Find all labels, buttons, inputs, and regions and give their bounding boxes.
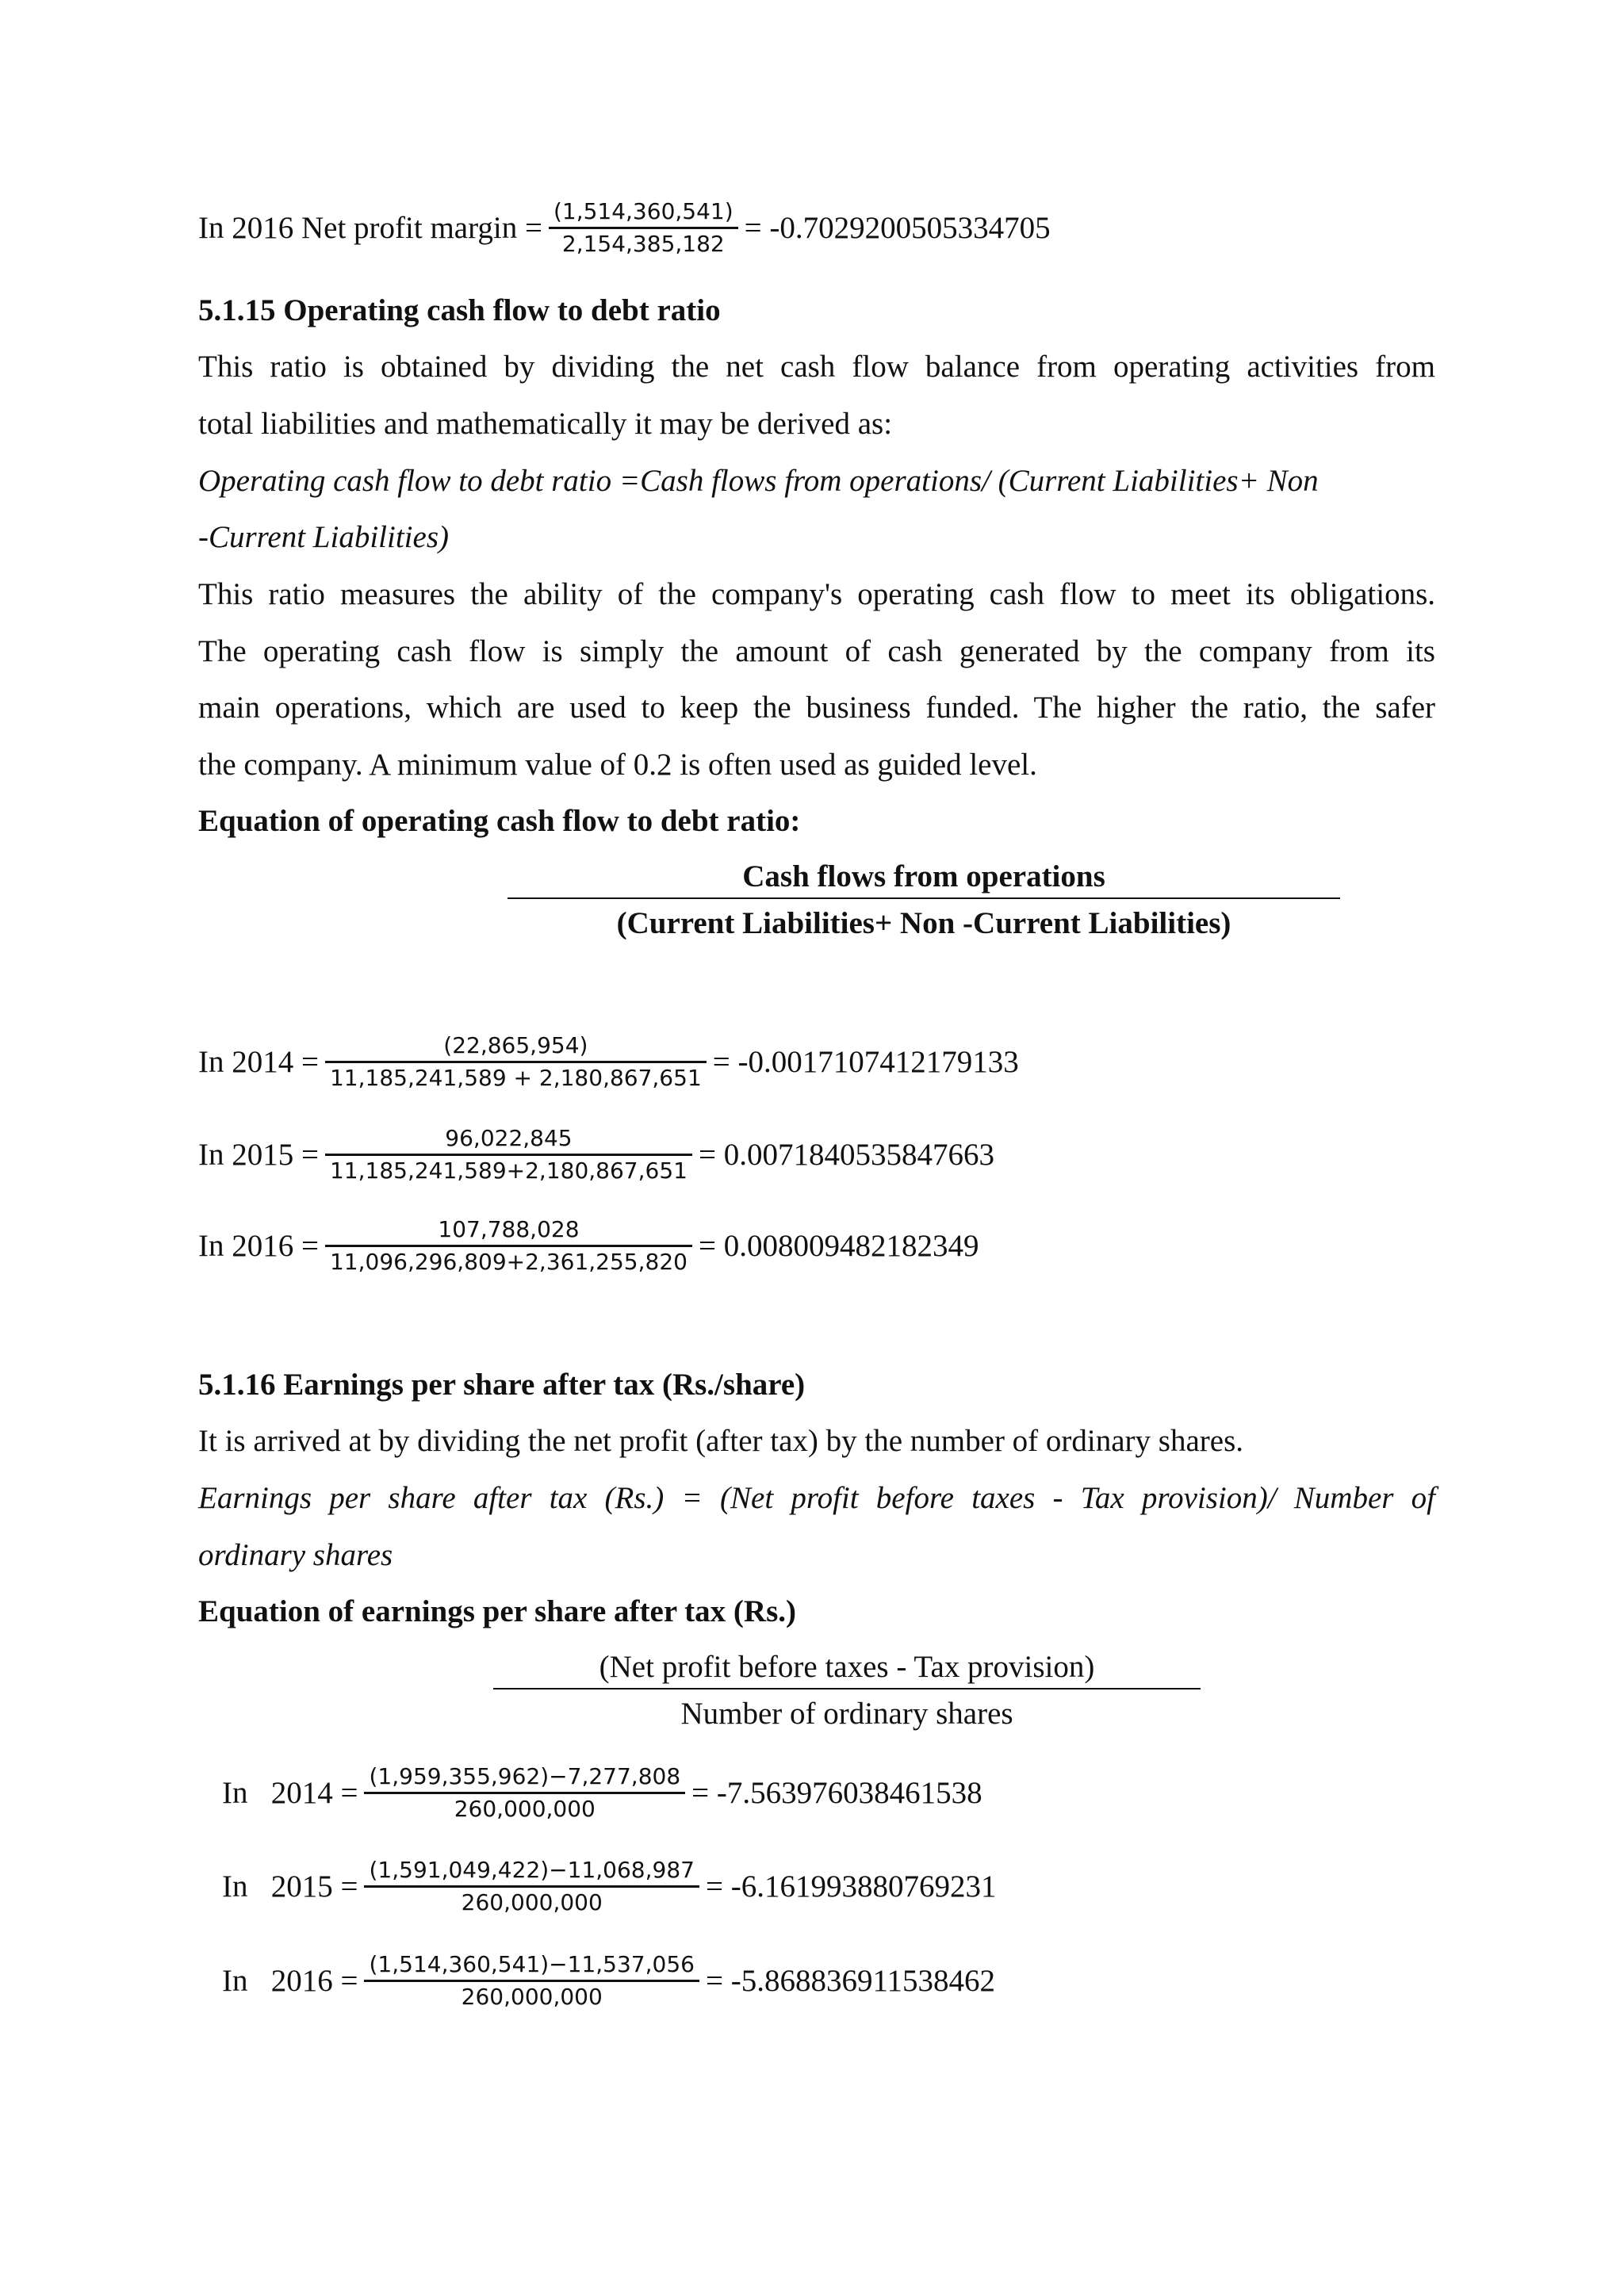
calc-fraction: [364, 1762, 685, 1824]
calc-numerator: 107,788,028: [438, 1216, 580, 1242]
section-heading-5-1-15: 5.1.15 Operating cash flow to debt ratio: [198, 293, 721, 327]
eps-calc-row-2015: [222, 1855, 996, 1918]
npm-label: In 2016 Net profit margin =: [198, 211, 542, 245]
calc-denominator: 11,096,296,809+2,361,255,820: [329, 1249, 688, 1275]
calc-fraction: [364, 1855, 699, 1918]
calc-denominator: 260,000,000: [454, 1796, 596, 1822]
ocf-debt-equation: [508, 859, 1340, 941]
calc-fraction: [364, 1950, 699, 2012]
calc-numerator: (1,591,049,422)−11,068,987: [369, 1857, 695, 1883]
calc-result: = -0.0017107412179133: [712, 1045, 1019, 1079]
row-label: In 2015 =: [222, 1869, 358, 1904]
paragraph-line: This ratio is obtained by dividing the net cash flow balance from operating activities from: [198, 350, 1435, 384]
equation-numerator: Cash flows from operations: [742, 859, 1105, 894]
paragraph-line: It is arrived at by dividing the net profit (after tax) by the number of ordinary shares.: [198, 1424, 1244, 1458]
paragraph-line: main operations, which are used to keep the business funded. The higher the ratio, the safer: [198, 691, 1435, 725]
npm-result: = -0.7029200505334705: [744, 211, 1051, 245]
calc-fraction: [325, 1031, 707, 1093]
formula-text-line: Operating cash flow to debt ratio =Cash flows from operations/ (Current Liabilities+ Non: [198, 464, 1319, 498]
calc-fraction: [325, 1123, 692, 1186]
calc-denominator: 260,000,000: [461, 1889, 603, 1915]
paragraph-line: The operating cash flow is simply the amount of cash generated by the company from its: [198, 634, 1435, 668]
equation-bar: [493, 1688, 1201, 1689]
formula-text-line: -Current Liabilities): [198, 520, 449, 554]
calc-fraction: [325, 1215, 692, 1277]
equation-heading: Equation of earnings per share after tax (Rs.): [198, 1594, 796, 1628]
section-heading-5-1-16: 5.1.16 Earnings per share after tax (Rs./share): [198, 1368, 806, 1402]
formula-text-line: Earnings per share after tax (Rs.) = (Net profit before taxes - Tax provision)/ Number of: [198, 1481, 1435, 1515]
eps-calc-row-2016: [222, 1950, 995, 2012]
row-label: In 2016 =: [222, 1964, 358, 1998]
net-profit-margin-2016: [198, 197, 1051, 259]
npm-denominator: 2,154,385,182: [561, 231, 725, 257]
calc-denominator: 11,185,241,589+2,180,867,651: [329, 1158, 688, 1184]
formula-text-line: ordinary shares: [198, 1538, 393, 1572]
calc-numerator: (1,514,360,541)−11,537,056: [369, 1951, 695, 1977]
npm-fraction: [549, 197, 738, 259]
row-label: In 2016 =: [198, 1229, 319, 1263]
calc-result: = -6.161993880769231: [705, 1869, 997, 1904]
ocf-calc-row-2015: [198, 1123, 994, 1186]
ocf-calc-row-2014: [198, 1031, 1019, 1093]
calc-denominator: 260,000,000: [461, 1984, 603, 2010]
paragraph-line: the company. A minimum value of 0.2 is often used as guided level.: [198, 748, 1037, 782]
calc-numerator: (1,959,355,962)−7,277,808: [369, 1763, 681, 1789]
row-label: In 2015 =: [198, 1138, 319, 1172]
equation-denominator: (Current Liabilities+ Non -Current Liabilities): [616, 906, 1231, 940]
calc-result: = -5.868836911538462: [705, 1964, 996, 1998]
paragraph-line: This ratio measures the ability of the company's operating cash flow to meet its obligations.: [198, 577, 1435, 611]
eps-calc-row-2014: [222, 1762, 982, 1824]
equation-numerator: (Net profit before taxes - Tax provision): [599, 1650, 1095, 1684]
paragraph-line: total liabilities and mathematically it may be derived as:: [198, 407, 893, 441]
npm-numerator: (1,514,360,541): [553, 198, 733, 224]
ocf-calc-row-2016: [198, 1215, 979, 1277]
calc-denominator: 11,185,241,589 + 2,180,867,651: [329, 1065, 702, 1091]
row-label: In 2014 =: [222, 1776, 358, 1810]
equation-heading: Equation of operating cash flow to debt ratio:: [198, 804, 801, 838]
calc-numerator: (22,865,954): [443, 1032, 588, 1058]
row-label: In 2014 =: [198, 1045, 319, 1079]
calc-result: = 0.0071840535847663: [698, 1138, 994, 1172]
eps-equation: [493, 1649, 1201, 1732]
calc-numerator: 96,022,845: [445, 1125, 573, 1151]
calc-result: = -7.563976038461538: [691, 1776, 982, 1810]
calc-result: = 0.008009482182349: [698, 1229, 979, 1263]
equation-denominator: Number of ordinary shares: [680, 1697, 1013, 1731]
equation-bar: [508, 897, 1340, 899]
